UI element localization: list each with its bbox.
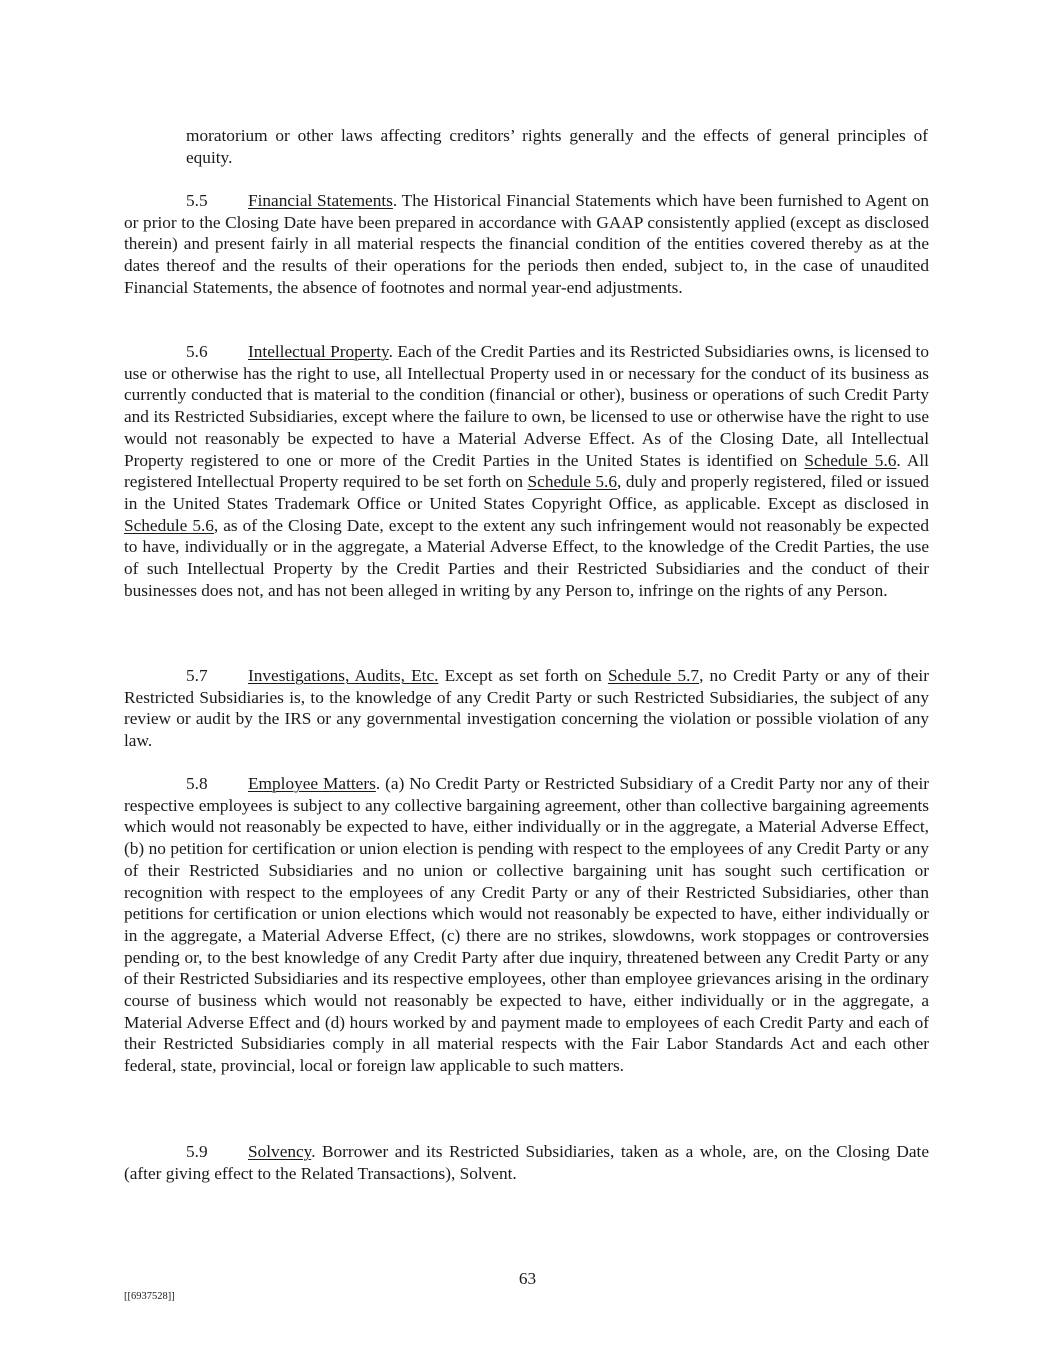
section-body: . Borrower and its Restricted Subsidiaries, taken as a whole, are, on the Closing Date (after giving effect to the Related Transactions), Solvent. (124, 1142, 929, 1183)
schedule-reference: Schedule 5.6 (527, 472, 618, 492)
section-5-7 (124, 665, 929, 752)
section-heading: Employee Matters (248, 774, 376, 793)
section-number: 5.7 (186, 666, 208, 685)
section-number: 5.5 (186, 191, 208, 210)
section-heading: Solvency (248, 1142, 312, 1161)
section-heading: Financial Statements (248, 191, 393, 210)
section-body: . Each of the Credit Parties and its Restricted Subsidiaries owns, is licensed to use or otherwise has the right to use, all Intellectual Property used in or necessary for the conduct of its business as currently conducted that is material to the condition (financial or other), business or operations of such Credit Party and its Restricted Subsidiaries, except where the failure to own, be licensed to use or otherwise have the right to use would not reasonably be expected to have a Material Adverse Effect. As of the Closing Date, all Intellectual Property registered to one or more of the Credit Parties in the United States is identified on (124, 342, 930, 470)
section-number: 5.9 (186, 1142, 208, 1161)
section-body: Except as set forth on (438, 666, 608, 685)
continuation-text: moratorium or other laws affecting creditors’ rights generally and the effects of general principles of equity. (186, 126, 928, 167)
section-body: , no Credit Party or any of their Restricted Subsidiaries is, to the knowledge of any Credit Party or such Restricted Subsidiaries, the subject of any review or audit by the IRS or any governmental investigation concerning the violation or possible violation of any law. (124, 666, 929, 751)
section-heading: Investigations, Audits, Etc. (248, 666, 439, 685)
document-id: [[6937528]] (124, 1291, 175, 1302)
section-body: . The Historical Financial Statements which have been furnished to Agent on or prior to the Closing Date have been prepared in accordance with GAAP consistently applied (except as disclosed therein) and present fairly in all material respects the financial condition of the entities covered thereby as at the dates thereof and the results of their operations for the periods then ended, subject to, in the case of unaudited Financial Statements, the absence of footnotes and normal year-end adjustments. (124, 191, 929, 297)
section-5-5 (124, 190, 929, 299)
section-body: . All registered Intellectual Property required to be set forth on (124, 450, 929, 492)
page-number: 63 (518, 1269, 537, 1288)
section-5-6 (124, 341, 929, 601)
section-5-9 (124, 1141, 929, 1184)
section-number: 5.6 (186, 342, 208, 361)
section-body: . (a) No Credit Party or Restricted Subsidiary of a Credit Party nor any of their respective employees is subject to any collective bargaining agreement, other than collective bargaining agreements which would not reasonably be expected to have, either individually or in the aggregate, a Material Adverse Effect, (b) no petition for certification or union election is pending with respect to the employees of any Credit Party or any of their Restricted Subsidiaries and no union or collective bargaining unit has sought such certification or recognition with respect to the employees of any Credit Party or any of their Restricted Subsidiaries, other than petitions for certification or union elections which would not reasonably be expected to have, either individually or in the aggregate, a Material Adverse Effect, (c) there are no strikes, slowdowns, work stoppages or controversies pending or, to the best knowledge of any Credit Party after due inquiry, threatened between any Credit Party or any of their Restricted Subsidiaries and its respective employees, other than employee grievances arising in the ordinary course of business which would not reasonably be expected to have, either individually or in the aggregate, a Material Adverse Effect and (d) hours worked by and payment made to employees of each Credit Party and each of their Restricted Subsidiaries comply in all material respects with the Fair Labor Standards Act and each other federal, state, provincial, local or foreign law applicable to such matters. (124, 774, 930, 1076)
schedule-reference: Schedule 5.7 (607, 666, 700, 685)
section-number: 5.8 (186, 774, 208, 793)
section-body: , duly and properly registered, filed or issued in the United States Trademark Office or United States Copyright Office, as applicable. Except as disclosed in (124, 472, 929, 513)
schedule-reference: Schedule 5.6 (124, 515, 214, 535)
section-heading: Intellectual Property (248, 342, 389, 361)
section-body: , as of the Closing Date, except to the extent any such infringement would not reasonably be expected to have, individually or in the aggregate, a Material Adverse Effect, to the knowledge of the Credit Parties, the use of such Intellectual Property by the Credit Parties and their Restricted Subsidiaries and the conduct of their businesses does not, and has not been alleged in writing by any Person to, infringe on the rights of any Person. (124, 515, 929, 600)
schedule-reference: Schedule 5.6 (804, 450, 897, 470)
continuation-paragraph (186, 125, 928, 168)
section-5-8 (124, 773, 929, 1077)
